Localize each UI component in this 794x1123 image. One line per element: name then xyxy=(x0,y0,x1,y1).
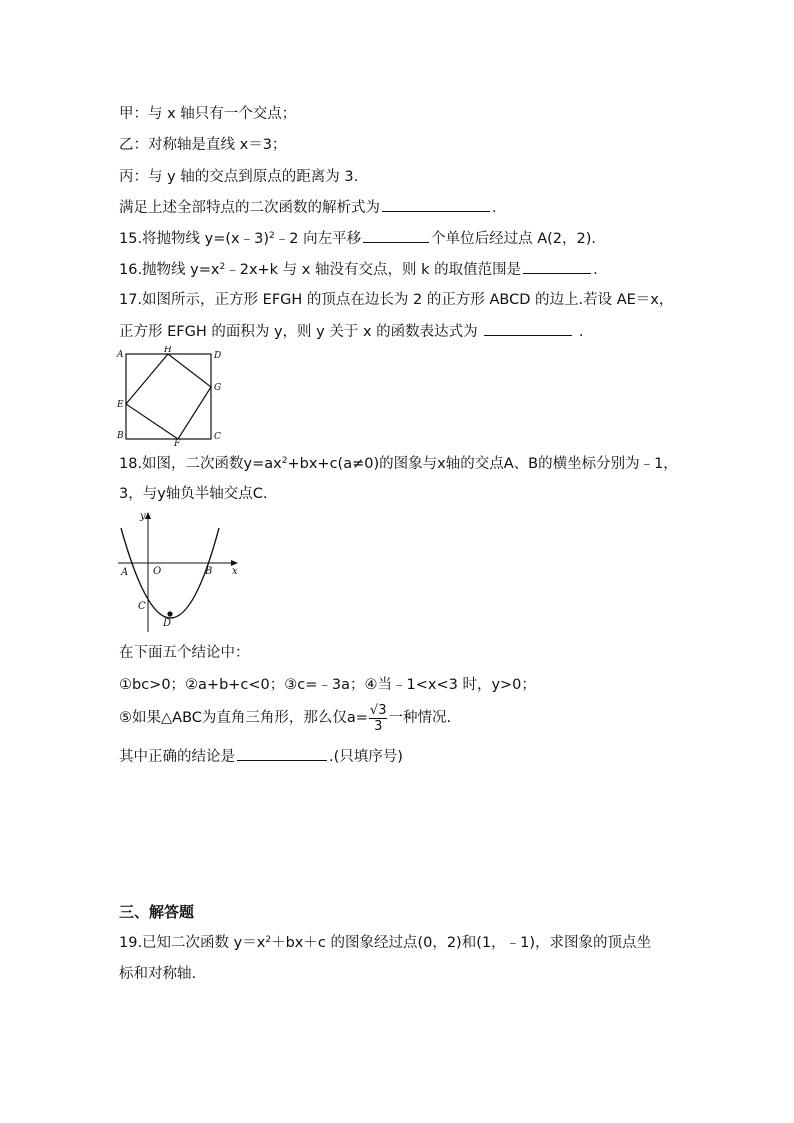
answer-blank[interactable] xyxy=(523,259,591,274)
question-17-line2: 正方形 EFGH 的面积为 y，则 y 关于 x 的函数表达式为 . xyxy=(119,321,583,342)
question-17-line1: 17.如图所示，正方形 EFGH 的顶点在边长为 2 的正方形 ABCD 的边上.若设 AE＝x， xyxy=(119,292,674,308)
label-D: D xyxy=(163,618,172,629)
label-C: C xyxy=(214,432,221,442)
label-H: H xyxy=(164,346,172,355)
question-18-line1: 18.如图，二次函数$y=ax^2+bx+c(a\ne 0)$的图象与x轴的交点A、B的横坐标分别为﹣1， xyxy=(119,456,678,472)
question-18-conclusion-5: ⑤如果△ABC为直角三角形，那么仅a= $\frac{√3}{3}$ 一种情况. xyxy=(119,702,452,734)
question-18-conclusions: ①bc>0；②a+b+c<0；③c=﹣3a；④当﹣1<x<3 时，y>0； xyxy=(119,677,536,693)
question-19-line1: 19.已知二次函数 $y=x^2+bx+c$ 的图象经过点(0，2)和(1，﹣1)，求图象的顶点坐 xyxy=(119,935,651,951)
parabola-figure xyxy=(116,508,242,633)
section-heading: 三、解答题 xyxy=(119,903,195,921)
label-E: E xyxy=(117,400,124,410)
label-F: F xyxy=(174,439,181,446)
label-A: A xyxy=(117,350,124,360)
question-18-line2: 3，与y轴负半轴交点C. xyxy=(119,486,268,502)
question-16: 16.抛物线 $y=x^2﹣2x+k$ 与 x 轴没有交点，则 k 的取值范围是 . xyxy=(119,259,598,280)
question-18-line3: 在下面五个结论中： xyxy=(119,645,250,661)
label-A: A xyxy=(121,567,129,578)
fraction: $\frac{√3}{3}$ xyxy=(369,702,387,734)
label-C: C xyxy=(138,601,146,612)
label-x: x xyxy=(232,566,238,577)
label-G: G xyxy=(214,383,222,393)
answer-blank[interactable] xyxy=(484,321,572,336)
condition-jia: 甲：与 x 轴只有一个交点； xyxy=(119,106,297,122)
square-figure xyxy=(116,346,226,446)
question-18-answer: 其中正确的结论是 .(只填序号) xyxy=(119,746,403,767)
label-B: B xyxy=(117,431,124,441)
answer-blank[interactable] xyxy=(363,228,429,243)
condition-yi: 乙：对称轴是直线 x＝3； xyxy=(119,137,287,153)
question-15: 15.将抛物线 y=(x﹣3)$^2$﹣2 向左平移 个单位后经过点 A(2，2). xyxy=(119,228,596,249)
label-O: O xyxy=(153,566,162,577)
condition-bing: 丙：与 y 轴的交点到原点的距离为 3. xyxy=(119,169,359,185)
label-B: B xyxy=(205,566,213,577)
condition-summary: 满足上述全部特点的二次函数的解析式为 . xyxy=(119,197,497,218)
answer-blank[interactable] xyxy=(382,197,490,212)
label-y: y xyxy=(140,511,146,522)
answer-blank[interactable] xyxy=(237,746,327,761)
label-D: D xyxy=(214,351,222,361)
question-19-line2: 标和对称轴. xyxy=(119,966,197,982)
